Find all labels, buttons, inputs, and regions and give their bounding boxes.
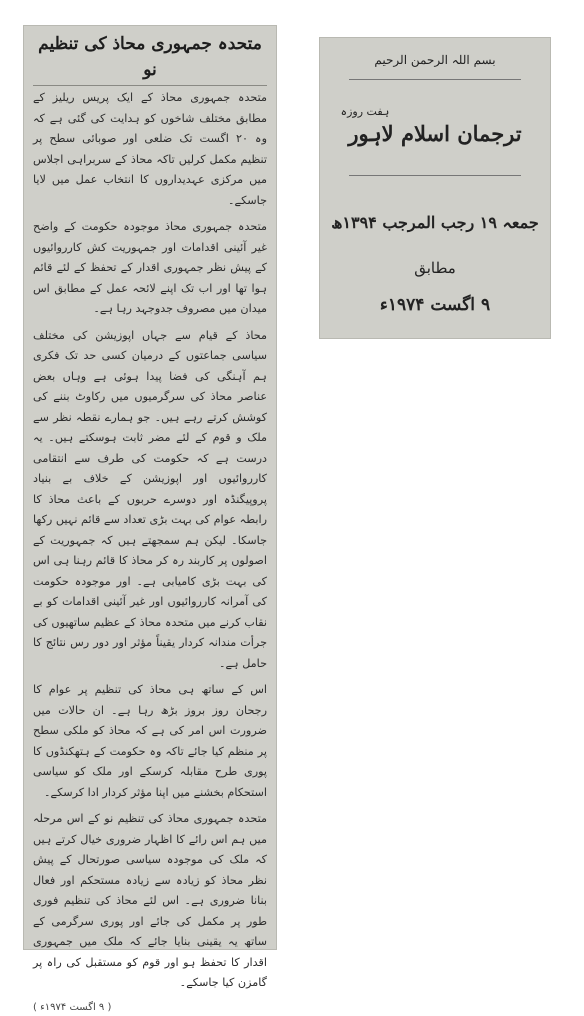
newspaper-masthead-clipping [319,37,551,339]
article-paragraph: متحدہ جمہوری محاذ کی تنظیم نو کے اس مرحلہ میں ہم اس رائے کا اظہار ضروری خیال کرتے ہیں کہ ملک کی موجودہ سیاسی صورتحال کے پیش نظر محاذ کو زیادہ سے زیادہ مستحکم اور فعال بنانا ضروری ہے۔ اس لئے محاذ کی تنظیم فوری طور پر مکمل کی جائے اور پوری سرگرمی کے ساتھ یہ یقینی بنایا جائے کہ ملک میں جمہوری اقدار کا تحفظ ہو اور قوم کو مستقبل کی راہ پر گامزن کیا جاسکے۔ [33,812,267,989]
newspaper-title: ترجمان اسلام لاہور [348,121,522,146]
hijri-date: جمعہ ۱۹ رجب المرجب ۱۳۹۴ھ [331,213,539,232]
newspaper-article-clipping [23,25,277,1013]
middle-rule [349,175,521,176]
article-paragraph: متحدہ جمہوری محاذ موجودہ حکومت کے واضح غیر آئینی اقدامات اور جمہوریت کش کارروائیوں کے پیش نظر جمہوری اقدار کے تحفظ کے لئے قائم ہوا تھا اور اب تک اپنے لائحہ عمل کے مطابق اس میدان میں مصروف جدوجہد رہا ہے۔ [33,220,267,315]
gregorian-date: ۹ اگست ۱۹۷۴ء [379,295,491,315]
article-paragraph: متحدہ جمہوری محاذ کے ایک پریس ریلیز کے مطابق مختلف شاخوں کو ہدایت کی گئی ہے کہ وہ ۲۰ اگست تک ضلعی اور صوبائی سطح پر تنظیم مکمل کرلیں تاکہ محاذ کے سربراہی اجلاس میں مرکزی عہدیداروں کا انتخاب عمل میں لایا جاسکے۔ [33,91,268,207]
weekly-label: ہفت روزہ [340,105,390,118]
corresponding-label: مطابق [414,259,456,277]
top-rule [349,79,521,80]
article-paragraph: اس کے ساتھ ہی محاذ کی تنظیم پر عوام کا رجحان روز بروز بڑھ رہا ہے۔ ان حالات میں ضرورت اس امر کی ہے کہ محاذ کو ملکی سطح پر منظم کیا جائے تاکہ وہ حکومت کے ہتھکنڈوں کا پوری طرح مقابلہ کرسکے اور ملک کو سیاسی استحکام بخشنے میں اپنا مؤثر کردار ادا کرسکے۔ [33,683,267,799]
article-paragraph: محاذ کے قیام سے جہاں اپوزیشن کی مختلف سیاسی جماعتوں کے درمیان کسی حد تک فکری ہم آہنگی کی فضا پیدا ہوئی ہے وہاں بعض عناصر محاذ کی سرگرمیوں میں رکاوٹ بننے کی کوشش کرتے رہے ہیں۔ جو ہمارے نقطہ نظر سے ملک و قوم کے لئے مضر ثابت ہوسکتے ہیں۔ یہ درست ہے کہ حکومت کی طرف سے انتقامی کارروائیوں اور اپوزیشن کے خلاف بے بنیاد پروپیگنڈہ اور دوسرے حربوں کے باعث محاذ کا رابطہ عوام کی بہت بڑی تعداد سے قائم نہیں رکھا جاسکا۔ لیکن ہم سمجھتے ہیں کہ جمہوریت کے اصولوں پر کاربند رہ کر محاذ کا قائم رہنا ہی اس کی بہت بڑی کامیابی ہے۔ اور موجودہ حکومت کی آمرانہ کارروائیوں اور غیر آئینی اقدامات کو بے نقاب کرنے میں متحدہ محاذ کے عظیم ساتھیوں کی جرأت مندانہ کردار یقیناً مؤثر اور دور رس نتائج کا حامل ہے۔ [33,328,267,670]
article-byline-date: ( ۹ اگست ۱۹۷۴ء ) [33,1001,112,1013]
bismillah-text: بسم اللہ الرحمن الرحیم [374,53,496,67]
article-headline: متحدہ جمہوری محاذ کی تنظیم نو [33,31,267,86]
